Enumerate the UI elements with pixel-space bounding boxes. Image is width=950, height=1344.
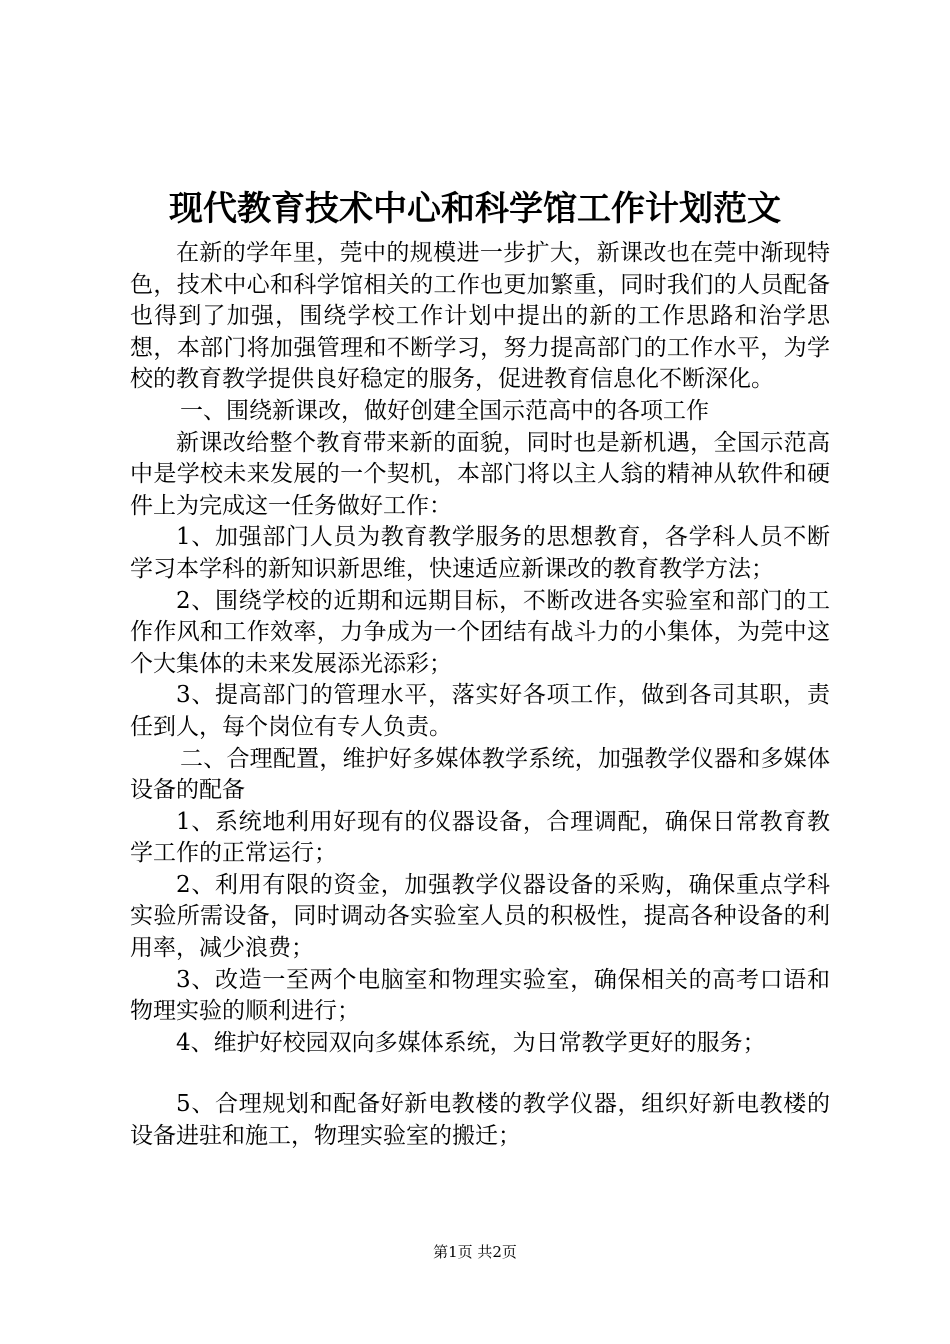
list-item: 1、加强部门人员为教育教学服务的思想教育，各学科人员不断学习本学科的新知识新思维，快速适应新课改的教育教学方法； [130,524,830,582]
section-heading-1: 一、围绕新课改，做好创建全国示范高中的各项工作 [180,397,709,424]
paragraph-intro: 在新的学年里，莞中的规模进一步扩大，新课改也在莞中渐现特色，技术中心和科学馆相关的工作也更加繁重，同时我们的人员配备也得到了加强，围绕学校工作计划中提出的新的工作思路和治学思想，本部门将加强管理和不断学习，努力提高部门的工作水平，为学校的教育教学提供良好稳定的服务，促进教育信息化不断深化。 [130,240,830,393]
list-item: 4、维护好校园双向多媒体系统，为日常教学更好的服务； [176,1029,766,1056]
section-heading-2: 二、合理配置，维护好多媒体教学系统，加强教学仪器和多媒体设备的配备 [130,745,830,804]
list-item: 2、利用有限的资金，加强教学仪器设备的采购，确保重点学科实验所需设备，同时调动各实验室人员的积极性，提高各种设备的利用率，减少浪费； [130,871,830,962]
list-item: 2、围绕学校的近期和远期目标，不断改进各实验室和部门的工作作风和工作效率，力争成为一个团结有战斗力的小集体，为莞中这个大集体的未来发展添光添彩； [130,587,830,677]
document-title: 现代教育技术中心和科学馆工作计划范文 [169,189,781,229]
document-body [130,238,830,1153]
paragraph-section-1-intro: 新课改给整个教育带来新的面貌，同时也是新机遇，全国示范高中是学校未来发展的一个契机，本部门将以主人翁的精神从软件和硬件上为完成这一任务做好工作： [130,429,830,519]
list-item: 1、系统地利用好现有的仪器设备，合理调配，确保日常教育教学工作的正常运行； [130,808,830,867]
page-footer: 第1页 共2页 [433,1243,517,1261]
list-item: 3、提高部门的管理水平，落实好各项工作，做到各司其职，责任到人，每个岗位有专人负责。 [130,682,830,740]
list-item: 5、合理规划和配备好新电教楼的教学仪器，组织好新电教楼的设备进驻和施工，物理实验室的搬迁； [130,1091,830,1150]
list-item: 3、改造一至两个电脑室和物理实验室，确保相关的高考口语和物理实验的顺利进行； [130,966,830,1025]
